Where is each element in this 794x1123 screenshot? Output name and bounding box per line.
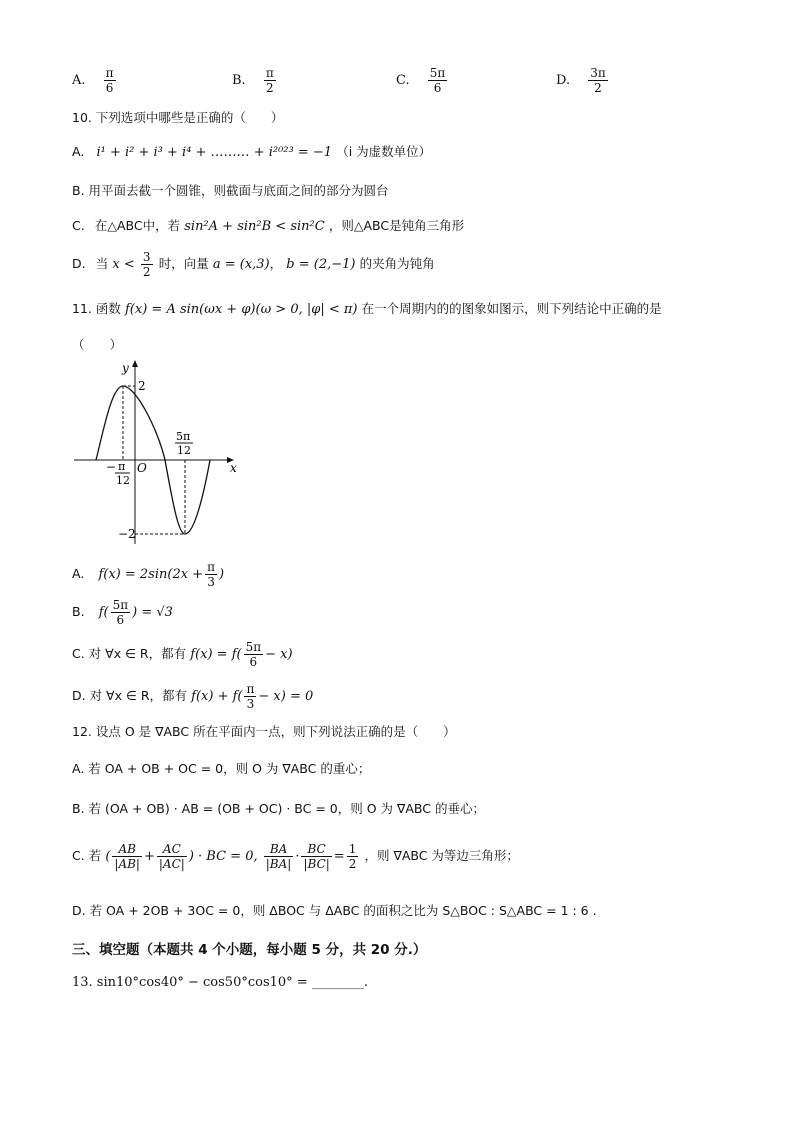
q12-option-a: A. 若 OA + OB + OC = 0，则 O 为 ∇ABC 的重心； (72, 761, 371, 776)
q9-option-d (556, 66, 610, 95)
left-tick-sign: − (106, 460, 117, 474)
q12-option-b: B. 若 (OA + OB) · AB = (OB + OC) · BC = 0，则 O 为 ∇ABC 的垂心； (72, 801, 485, 816)
option-label: D. (556, 73, 571, 88)
q10-option-a (72, 146, 431, 159)
q11-option-c: C. 对 ∀x ∈ R，都有 f(x) = f( $\frac{5\pi}{6}$ − x) (72, 640, 293, 669)
numerator: 1 (348, 842, 357, 856)
denominator: 2 (594, 81, 602, 95)
text: 11. 函数 (72, 301, 121, 316)
denominator: |BC| (303, 857, 330, 871)
right-tick-den: 12 (177, 444, 191, 457)
math-expression: = √3 (141, 605, 173, 620)
option-label: A. (72, 566, 85, 581)
math-expression: x < (112, 257, 135, 272)
denominator: |BA| (265, 857, 292, 871)
denominator: |AB| (114, 857, 140, 871)
math-expression: i¹ + i² + i³ + i⁴ + ……… + i²⁰²³ = −1 (96, 145, 333, 160)
math-expression: · BC = 0, (198, 849, 258, 864)
y-axis-label: y (122, 361, 129, 375)
denominator: 3 (246, 697, 255, 711)
q12-stem: 12. 设点 O 是 ∇ABC 所在平面内一点，则下列说法正确的是（ ） (72, 724, 456, 739)
q10-option-b: B. 用平面去截一个圆锥，则截面与底面之间的部分为圆台 (72, 183, 389, 198)
left-tick-den: 12 (116, 474, 130, 487)
y-axis-arrow (132, 360, 138, 367)
x-axis-label: x (230, 461, 237, 475)
q11-option-b: B. f( $\frac{5\pi}{6}$ ) = √3 (72, 598, 173, 627)
denominator: 2 (142, 265, 151, 279)
numerator: AC (157, 842, 187, 857)
origin-label: O (137, 461, 147, 475)
q11-option-a: A. f(x) = 2sin(2x + $\frac{\pi}{3}$ ) (72, 560, 225, 589)
q9-option-c (396, 66, 449, 95)
numerator: 5π (112, 598, 129, 612)
vector-a: a = (x,3) (212, 257, 270, 272)
text: 在△ABC中，若 (94, 218, 181, 233)
q9-option-b (232, 66, 278, 95)
numerator: π (246, 682, 255, 696)
min-label: −2 (118, 527, 136, 541)
q10-option-d: D. 当 x < $\frac{3}{2}$ 时，向量 a = (x,3)， b = (2,−1) 的夹角为钝角 (72, 250, 435, 279)
option-label: C. (72, 218, 85, 233)
numerator: BC (301, 842, 331, 857)
math-expression: = 0 (289, 689, 314, 704)
numerator: BA (264, 842, 294, 857)
math-expression: f(x) = 2sin(2x + (98, 567, 204, 582)
numerator: 3π (590, 66, 606, 80)
numerator: 5π (245, 640, 262, 654)
option-label: C. (396, 73, 410, 88)
q10-option-c (72, 220, 464, 233)
text: ，则 ∇ABC 为等边三角形； (364, 848, 519, 863)
denominator: 6 (249, 655, 258, 669)
numerator: 5π (429, 66, 446, 80)
max-label: 2 (138, 379, 146, 393)
q9-option-a (72, 66, 118, 95)
left-tick-num: π (118, 460, 126, 473)
numerator: AB (112, 842, 142, 857)
q11-stem (72, 303, 662, 316)
denominator: |AC| (158, 857, 185, 871)
numerator: π (207, 560, 215, 574)
text: 时，向量 (158, 256, 209, 271)
numerator: π (105, 66, 114, 80)
option-label: A. (72, 144, 85, 159)
denominator: 6 (105, 81, 114, 95)
text: 在一个周期内的的图象如图示，则下列结论中正确的是 (361, 301, 662, 316)
denominator: 6 (116, 613, 125, 627)
option-label: A. (72, 73, 86, 88)
q11-option-d: D. 对 ∀x ∈ R，都有 f(x) + f( $\frac{\pi}{3}$ − x) = 0 (72, 682, 314, 711)
section-heading: 三、填空题（本题共 4 个小题，每小题 5 分，共 20 分.） (72, 942, 427, 958)
option-label: D. 对 ∀x ∈ R，都有 (72, 688, 188, 703)
q11-paren: （ ） (72, 337, 123, 352)
option-label: C. 对 ∀x ∈ R，都有 (72, 646, 187, 661)
text: ，则△ABC是钝角三角形 (328, 218, 465, 233)
q13-stem: 13. sin10°cos40° − cos50°cos10° = ________. (72, 975, 368, 990)
denominator: 6 (433, 81, 442, 95)
option-label: B. (232, 73, 246, 88)
denominator: 3 (207, 575, 215, 589)
q11-sine-graph (70, 358, 250, 548)
option-label: C. 若 (72, 848, 102, 863)
math-expression: f(x) = A sin(ωx + φ)(ω > 0, |φ| < π) (125, 302, 358, 317)
vector-b: b = (2,−1) (286, 257, 356, 272)
numerator: 3 (142, 250, 151, 264)
denominator: 2 (348, 857, 357, 871)
denominator: 2 (265, 81, 274, 95)
numerator: π (265, 66, 274, 80)
math-expression: sin²A + sin²B < sin²C (184, 219, 325, 234)
q10-stem: 10. 下列选项中哪些是正确的（ ） (72, 110, 284, 125)
q12-option-c: C. 若 ( $\frac{AB}{|AB|}$ + $\frac{AC}{|AC|}$ ) · BC = 0, $\frac{BA}{|BA|}$ · $\frac{BC}{|BC|}$ = $\frac{1}{2}$ ，则 ∇ABC 为等边三角形； (72, 842, 519, 871)
text: 当 (95, 256, 109, 271)
text: 的夹角为钝角 (359, 256, 435, 271)
right-tick-num: 5π (176, 430, 191, 443)
q12-option-d: D. 若 OA + 2OB + 3OC = 0，则 ΔBOC 与 ΔABC 的面积之比为 S△BOC : S△ABC = 1 : 6 . (72, 903, 597, 918)
option-label: B. (72, 604, 85, 619)
option-label: D. (72, 256, 86, 271)
note: （i 为虚数单位） (336, 144, 432, 159)
